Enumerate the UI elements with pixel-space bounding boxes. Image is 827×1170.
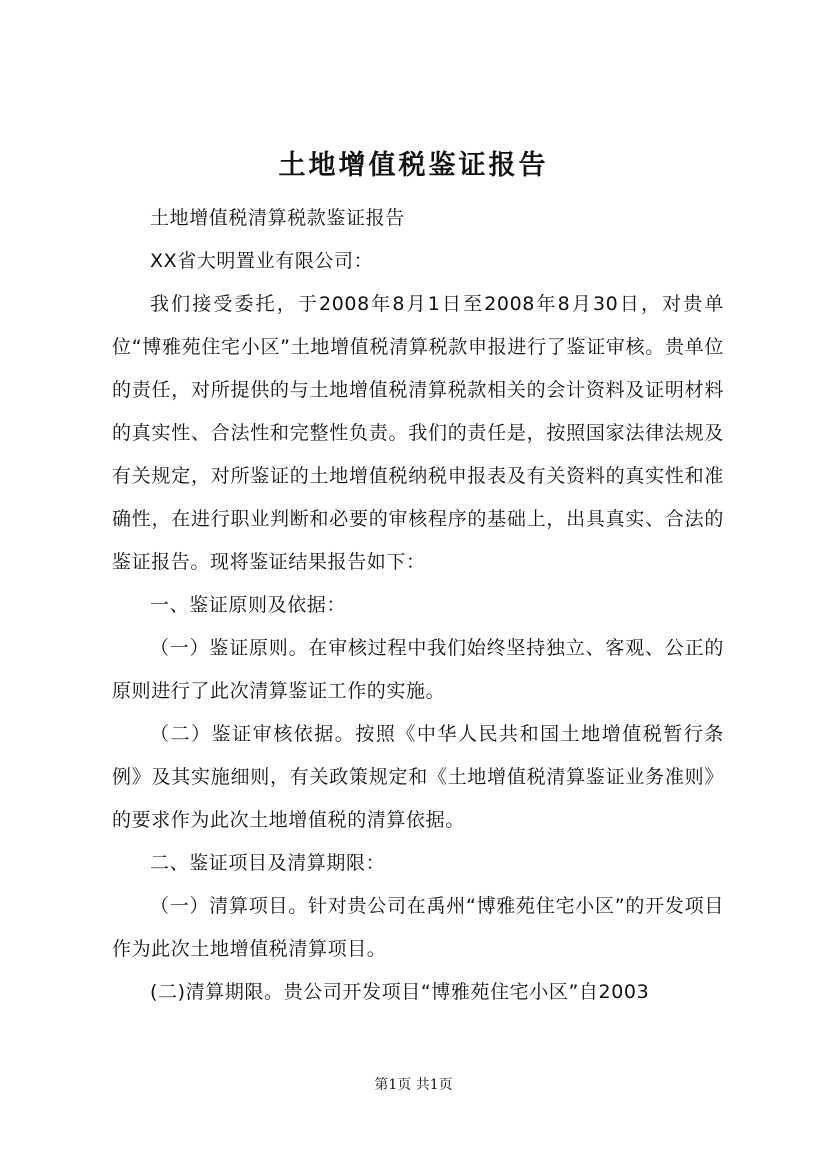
page-footer: 第1页 共1页 bbox=[374, 1077, 453, 1093]
addressee-paragraph: XX省大明置业有限公司： bbox=[150, 250, 374, 272]
document-title: 土地增值税鉴证报告 bbox=[278, 150, 549, 181]
body-paragraph: （二）鉴证审核依据。按照《中华人民共和国土地增值税暂行条例》及其实施细则，有关政策规定和《土地增值税清算鉴证业务准则》的要求作为此次土地增值税的清算依据。 bbox=[112, 723, 724, 831]
body-paragraph: （一）鉴证原则。在审核过程中我们始终坚持独立、客观、公正的原则进行了此次清算鉴证工作的实施。 bbox=[112, 637, 724, 702]
body-paragraph: （一）清算项目。针对贵公司在禹州“博雅苑住宅小区”的开发项目作为此次土地增值税清算项目。 bbox=[112, 895, 724, 960]
subtitle-paragraph: 土地增值税清算税款鉴证报告 bbox=[150, 207, 405, 229]
section-heading: 二、鉴证项目及清算期限： bbox=[150, 852, 386, 874]
intro-paragraph: 我们接受委托，于2008年8月1日至2008年8月30日，对贵单位“博雅苑住宅小区”土地增值税清算税款申报进行了鉴证审核。贵单位的责任，对所提供的与土地增值税清算税款相关的会计资料及证明材料的真实性、合法性和完整性负责。我们的责任是，按照国家法律法规及有关规定，对所鉴证的土地增值税纳税申报表及有关资料的真实性和准确性，在进行职业判断和必要的审核程序的基础上，出具真实、合法的鉴证报告。现将鉴证结果报告如下： bbox=[112, 293, 724, 573]
section-heading: 一、鉴证原则及依据： bbox=[150, 594, 347, 616]
document-body bbox=[112, 197, 724, 1014]
body-paragraph: (二)清算期限。贵公司开发项目“博雅苑住宅小区”自2003 bbox=[150, 981, 650, 1003]
